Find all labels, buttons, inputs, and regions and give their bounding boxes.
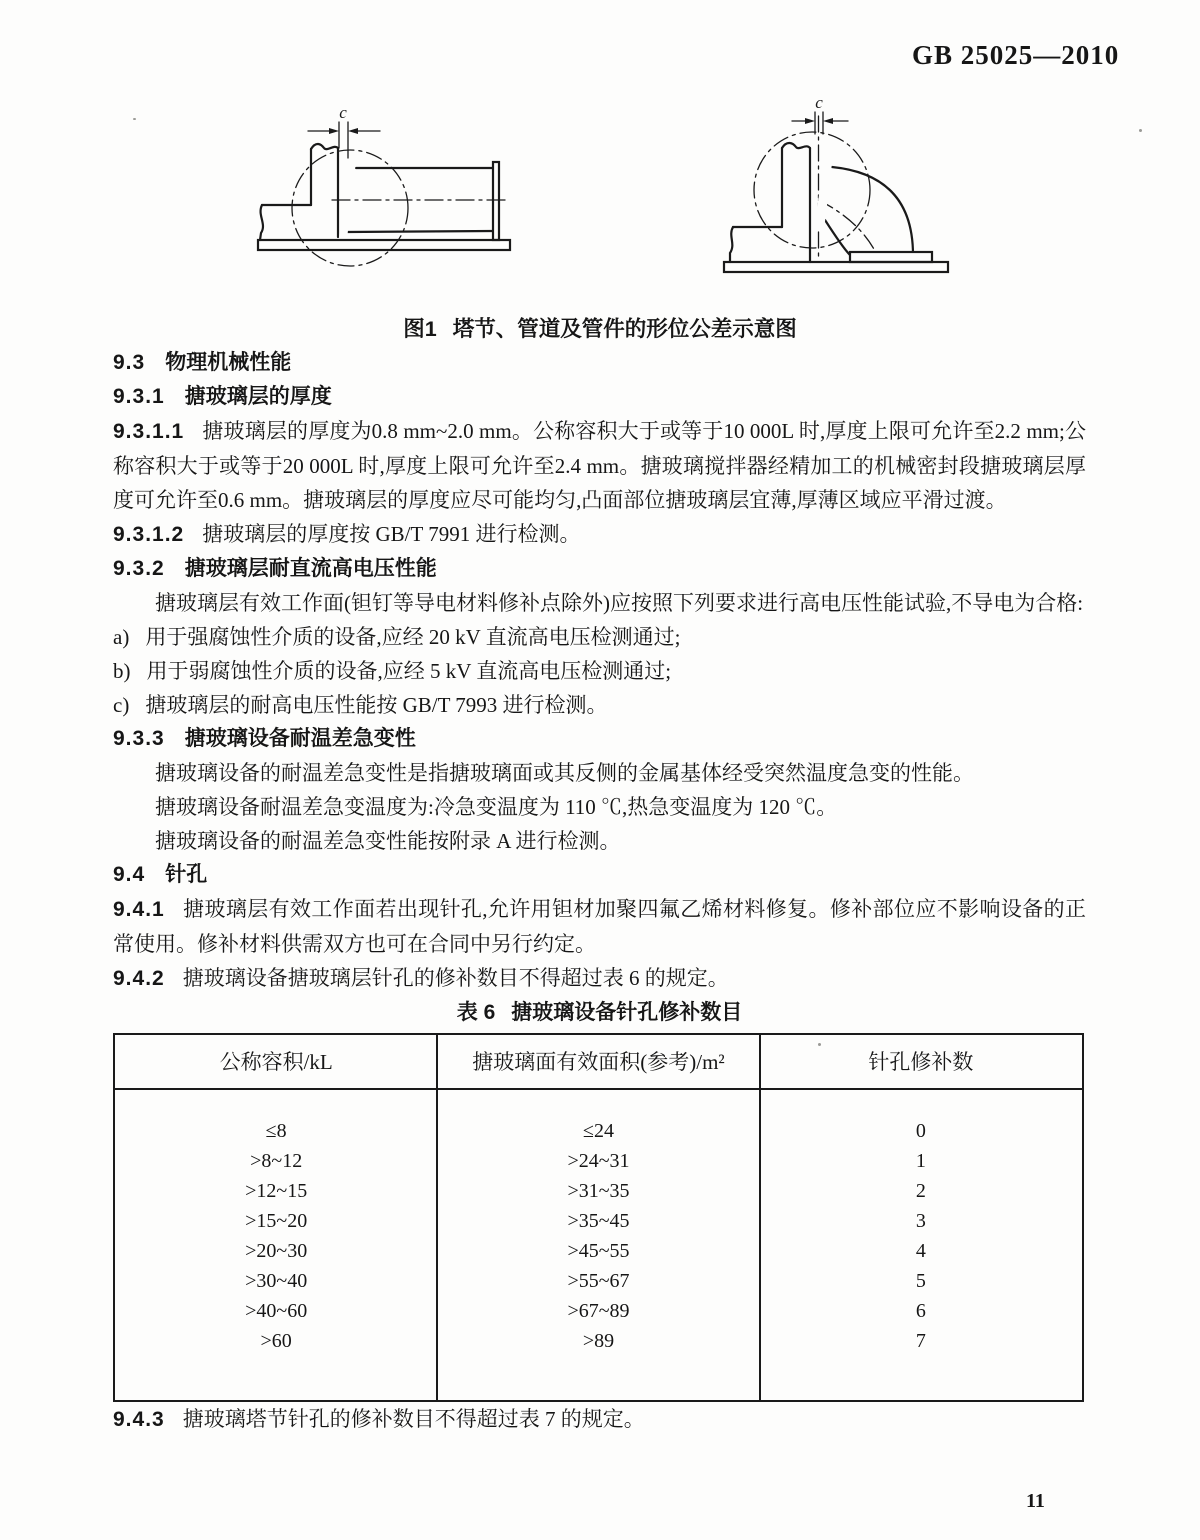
table-cell: 3 [915,1210,926,1232]
table-cell: 7 [915,1330,926,1352]
figure-right-drawing [680,88,1030,300]
paragraph-9-3-2: 搪玻璃层有效工作面(钽钉等导电材料修补点除外)应按照下列要求进行高电压性能试验,不导电为合格: [155,591,1084,615]
section-heading-9-4: 9.4 针孔 [113,863,208,886]
clause-9-4-3: 9.4.3 搪玻璃塔节针孔的修补数目不得超过表 7 的规定。 [113,1407,645,1431]
table-cell: >15~20 [245,1210,308,1232]
table-row [115,1146,1082,1176]
table-cell: >67~89 [567,1300,630,1322]
table-cell: 4 [915,1240,926,1262]
table-cell: >30~40 [245,1270,308,1292]
paragraph-9-3-3-3: 搪玻璃设备的耐温差急变性能按附录 A 进行检测。 [155,829,621,853]
table-row [115,1116,1082,1146]
table-cell: 1 [915,1150,926,1172]
clause-9-4-2: 9.4.2 搪玻璃设备搪玻璃层针孔的修补数目不得超过表 6 的规定。 [113,966,729,990]
table-row [115,1176,1082,1206]
table-cell: >40~60 [245,1300,308,1322]
clause-9-4-1: 9.4.1 搪玻璃层有效工作面若出现针孔,允许用钽材加聚四氟乙烯材料修复。修补部位应不影响设备的正常使用。修补材料供需双方也可在合同中另行约定。 [113,897,1086,956]
section-heading-9-3-2: 9.3.2 搪玻璃层耐直流高电压性能 [113,557,437,580]
table-row [115,1206,1082,1236]
table-row [115,1236,1082,1266]
table-body [115,1090,1082,1400]
pinhole-repair-table [113,1033,1084,1402]
table-cell: ≤8 [265,1120,287,1142]
table-cell: >45~55 [567,1240,630,1262]
table-column-divider [436,1035,438,1400]
table-row [115,1266,1082,1296]
list-item-c: c) 搪玻璃层的耐高电压性能按 GB/T 7993 进行检测。 [113,693,608,717]
table-row [115,1326,1082,1356]
table-column-divider [759,1035,761,1400]
table-cell: 2 [915,1180,926,1202]
table-cell: 5 [915,1270,926,1292]
clause-9-3-1-2: 9.3.1.2 搪玻璃层的厚度按 GB/T 7991 进行检测。 [113,522,581,546]
table-cell: >55~67 [567,1270,630,1292]
list-item-a: a) 用于强腐蚀性介质的设备,应经 20 kV 直流高电压检测通过; [113,625,681,649]
table-cell: >60 [260,1330,292,1352]
scan-speck [133,118,136,120]
column-header-area: 搪玻璃面有效面积(参考)/m² [472,1049,725,1074]
paragraph-9-3-3-1: 搪玻璃设备的耐温差急变性是指搪玻璃面或其反侧的金属基体经受突然温度急变的性能。 [155,761,974,785]
table-cell: >24~31 [567,1150,630,1172]
table-cell: ≤24 [583,1120,614,1142]
scan-speck [818,1043,821,1046]
page-number: 11 [1026,1490,1045,1512]
figure-caption-text: 塔节、管道及管件的形位公差示意图 [452,317,797,341]
dim-label-c-right: c [815,93,823,112]
section-heading-9-3-3: 9.3.3 搪玻璃设备耐温差急变性 [113,727,416,750]
list-item-b: b) 用于弱腐蚀性介质的设备,应经 5 kV 直流高电压检测通过; [113,659,672,683]
table-header-row [115,1035,1082,1090]
section-heading-9-3-1: 9.3.1 搪玻璃层的厚度 [113,385,332,408]
clause-9-3-1-1: 9.3.1.1 搪玻璃层的厚度为0.8 mm~2.0 mm。公称容积大于或等于10 000L 时,厚度上限可允许至2.2 mm;公称容积大于或等于20 000L 时,厚度上限可允许至2.4 mm。搪玻璃搅拌器经精加工的机械密封段搪玻璃层厚度可允许至0.6 mm。搪玻璃层的厚度应尽可能均匀,凸面部位搪玻璃层宜薄,厚薄区域应平滑过渡。 [113,419,1086,512]
section-heading-9-3: 9.3 物理机械性能 [113,351,292,374]
column-header-repairs: 针孔修补数 [868,1049,974,1074]
table-cell: >35~45 [567,1210,630,1232]
table-cell: 6 [915,1300,926,1322]
body-content [113,346,1086,1437]
dim-label-c-left: c [339,103,347,122]
table-cell: 0 [915,1120,926,1142]
table-cell: >8~12 [250,1150,303,1172]
table-cell: >89 [582,1330,615,1352]
scan-speck [1139,129,1142,132]
table-row [115,1296,1082,1326]
table-title: 表 6 搪玻璃设备针孔修补数目 [456,1001,743,1024]
table-cell: >31~35 [567,1180,630,1202]
figure-left-drawing [250,98,650,298]
figure-caption [0,312,1200,343]
column-header-volume: 公称容积/kL [219,1049,333,1074]
standard-code: GB 25025—2010 [912,40,1120,70]
table-cell: >12~15 [245,1180,308,1202]
table-cell: >20~30 [245,1240,308,1262]
figure-caption-label: 图1 [403,317,437,341]
paragraph-9-3-3-2: 搪玻璃设备耐温差急变温度为:冷急变温度为 110 ℃,热急变温度为 120 ℃。 [155,795,838,819]
